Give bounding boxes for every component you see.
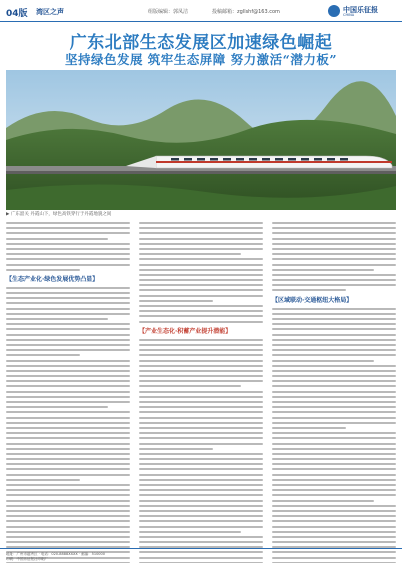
- train-photo: [6, 70, 396, 210]
- logo-text: 中国乐征报: [343, 6, 378, 14]
- page-number: 04版: [6, 9, 28, 19]
- page-header: [0, 0, 402, 22]
- article-column-1: [6, 222, 130, 563]
- page-footer: [0, 548, 402, 563]
- article-column-3: [272, 222, 396, 563]
- headline-title: 广东北部生态发展区加速绿色崛起: [69, 33, 333, 53]
- logo-subtext: CHINA: [343, 13, 355, 17]
- editor-credit: 组版编辑：郭凤洁: [148, 9, 189, 15]
- logo-icon: [328, 5, 340, 17]
- photo-caption: ▶ 广东韶关 丹霞山下，绿色高铁穿行于丹霞地貌之间: [6, 212, 112, 217]
- footer-address: 地址：广州市越秀区 · 电话：020-8888XXXX · 邮编：510000: [6, 552, 105, 556]
- high-speed-train-icon: [6, 70, 396, 210]
- section-heading-1: 【生态产业化·绿色发展优势凸显】: [6, 275, 99, 283]
- article-column-2: [139, 222, 263, 563]
- section-heading-2: 【产业生态化·积蓄产业提升潜能】: [139, 327, 232, 335]
- footer-printer: 印刷：中国乐征报社印刷厂: [6, 557, 48, 561]
- section-name: 湾区之声: [36, 8, 64, 16]
- section-heading-3: 【区域联动·交通枢纽大格局】: [272, 296, 353, 304]
- contact-email: 投稿邮箱：zgllshf@163.com: [212, 9, 280, 15]
- headline-subtitle: 坚持绿色发展 筑牢生态屏障 努力激活“潜力板”: [64, 52, 338, 67]
- newspaper-logo: [328, 4, 398, 18]
